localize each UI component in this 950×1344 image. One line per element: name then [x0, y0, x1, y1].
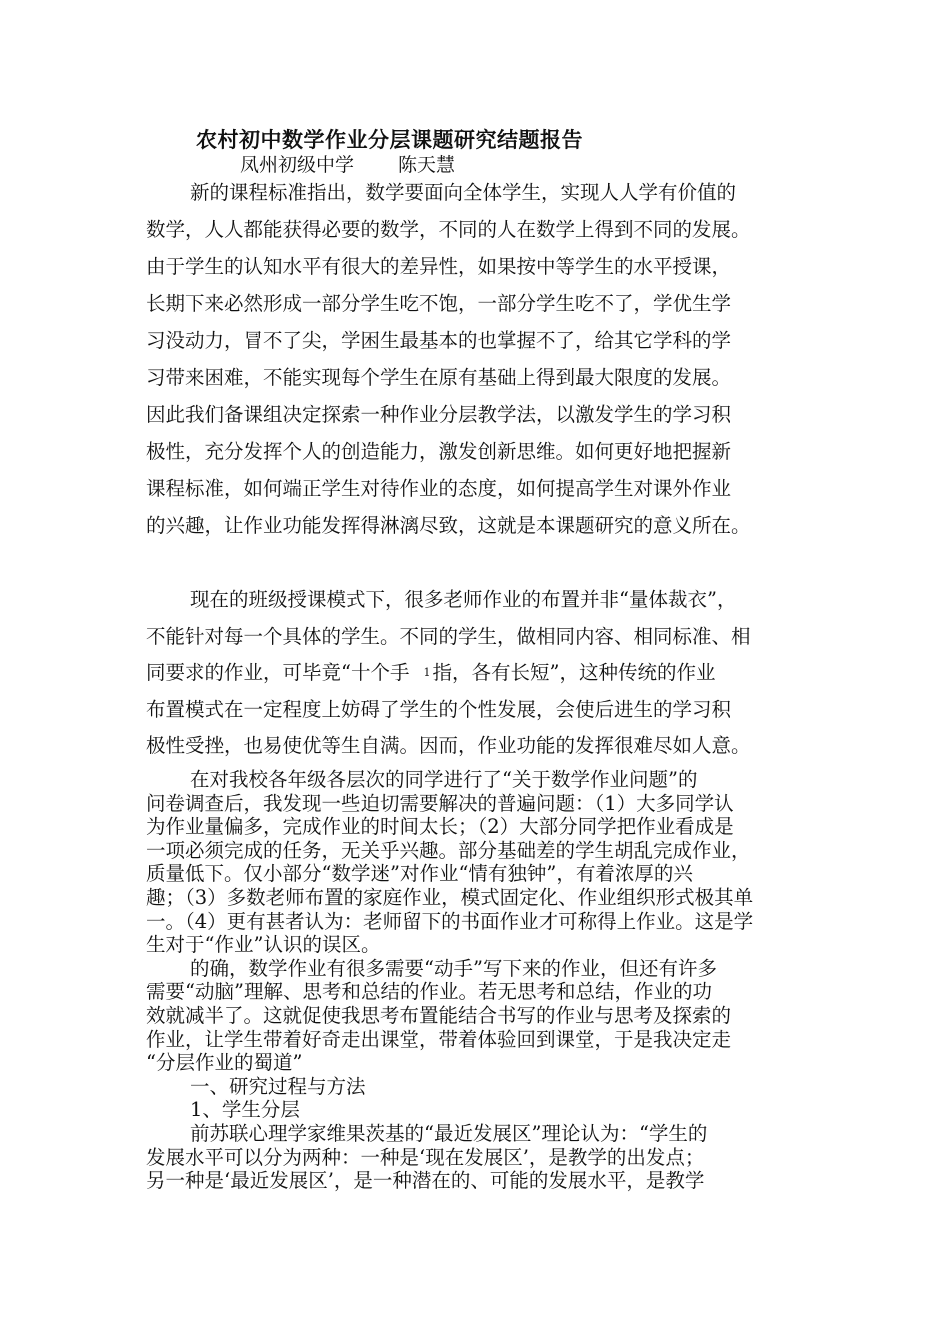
- text-line: 趣；（3）多数老师布置的家庭作业，模式固定化、作业组织形式极其单: [146, 885, 754, 909]
- text-line: 布置模式在一定程度上妨碍了学生的个性发展，会使后进生的学习积: [146, 697, 732, 721]
- text-line: 现在的班级授课模式下，很多老师作业的布置并非“量体裁衣”，: [190, 588, 737, 611]
- section-heading: 一、研究过程与方法: [190, 1074, 366, 1098]
- text-line: 另一种是‘最近发展区’，是一种潜在的、可能的发展水平，是教学: [146, 1169, 705, 1193]
- text-fragment: 指，各有长短”，这种传统的作业: [432, 661, 716, 684]
- text-line: 新的课程标准指出，数学要面向全体学生，实现人人学有价值的: [190, 181, 737, 204]
- text-line: 由于学生的认知水平有很大的差异性，如果按中等学生的水平授课，: [146, 255, 732, 278]
- text-line: 长期下来必然形成一部分学生吃不饱，一部分学生吃不了，学优生学: [146, 292, 732, 315]
- document-title: 农村初中数学作业分层课题研究结题报告: [196, 127, 583, 152]
- text-fragment: 同要求的作业，可毕竟“十个手: [146, 661, 410, 684]
- text-line: 不能针对每一个具体的学生。不同的学生，做相同内容、相同标准、相: [146, 624, 751, 648]
- text-line: 质量低下。仅小部分“数学迷”对作业“情有独钟”，有着浓厚的兴: [146, 862, 693, 886]
- paragraph-survey-and-method: [146, 768, 816, 1193]
- text-line: 生对于“作业”认识的误区。: [146, 933, 381, 957]
- text-line: “分层作业的蜀道”: [146, 1051, 303, 1075]
- text-line: 为作业量偏多，完成作业的时间太长；（2）大部分同学把作业看成是: [146, 815, 734, 839]
- text-line: 一。（4）更有甚者认为：老师留下的书面作业才可称得上作业。这是学: [146, 909, 754, 933]
- text-line: 问卷调查后，我发现一些迫切需要解决的普遍问题：（1）大多同学认: [146, 791, 734, 815]
- text-line: 的兴趣，让作业功能发挥得淋漓尽致，这就是本课题研究的意义所在。: [146, 514, 751, 537]
- text-line: 效就减半了。这就促使我思考布置能结合书写的作业与思考及探索的: [146, 1003, 732, 1027]
- page-number: 1: [423, 666, 431, 679]
- subsection-heading: 1、学生分层: [190, 1098, 300, 1122]
- text-line: 因此我们备课组决定探索一种作业分层教学法，以激发学生的学习积: [146, 403, 732, 426]
- text-line: 作业，让学生带着好奇走出课堂，带着体验回到课堂，于是我决定走: [146, 1027, 732, 1051]
- text-line: 习带来困难，不能实现每个学生在原有基础上得到最大限度的发展。: [146, 366, 732, 389]
- text-line: [146, 655, 816, 692]
- text-line: 的确，数学作业有很多需要“动手”写下来的作业，但还有许多: [190, 956, 717, 980]
- text-line: 在对我校各年级各层次的同学进行了“关于数学作业问题”的: [190, 768, 698, 791]
- paragraph-current-mode: [146, 582, 816, 765]
- text-line: 习没动力，冒不了尖，学困生最基本的也掌握不了，给其它学科的学: [146, 329, 732, 352]
- text-line: 一项必须完成的任务，无关乎兴趣。部分基础差的学生胡乱完成作业，: [146, 838, 751, 862]
- paragraph-intro: [146, 174, 816, 544]
- author-name: 陈天慧: [398, 154, 456, 176]
- text-line: 需要“动脑”理解、思考和总结的作业。若无思考和总结，作业的功: [146, 980, 712, 1004]
- text-line: 极性受挫，也易使优等生自满。因而，作业功能的发挥很难尽如人意。: [146, 734, 751, 757]
- author-school: 凤州初级中学: [240, 154, 355, 176]
- text-line: 数学，人人都能获得必要的数学，不同的人在数学上得到不同的发展。: [146, 218, 751, 241]
- text-line: 课程标准，如何端正学生对待作业的态度，如何提高学生对课外作业: [146, 477, 732, 500]
- author-line: [240, 150, 455, 177]
- text-line: 前苏联心理学家维果茨基的“最近发展区”理论认为：“学生的: [190, 1121, 708, 1145]
- text-line: 发展水平可以分为两种：一种是‘现在发展区’，是教学的出发点；: [146, 1145, 705, 1169]
- text-line: 极性，充分发挥个人的创造能力，激发创新思维。如何更好地把握新: [146, 440, 732, 463]
